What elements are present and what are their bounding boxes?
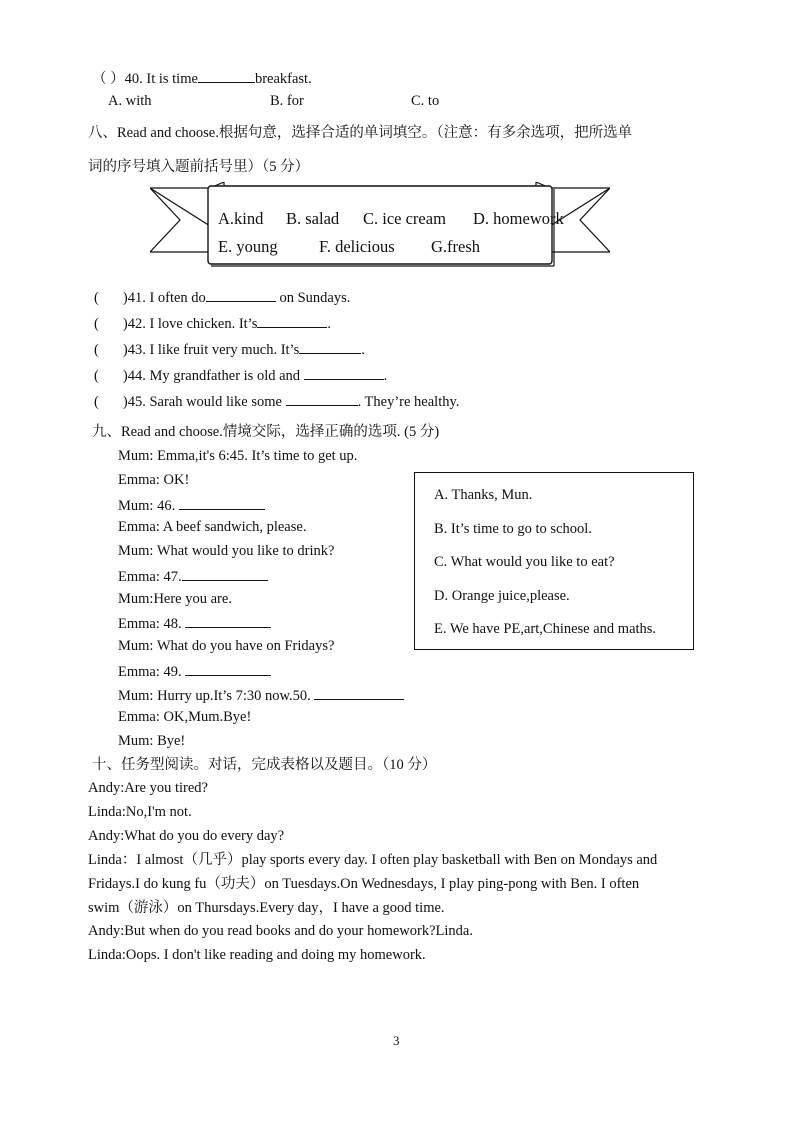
word-option-e[interactable]: E. young <box>218 237 278 256</box>
q47-blank[interactable] <box>182 567 268 581</box>
word-option-b[interactable]: B. salad <box>286 209 340 228</box>
q43-text-after: . <box>361 342 365 358</box>
q44-text: 44. My grandfather is old and <box>127 368 304 384</box>
q40-option-a[interactable]: A. with <box>108 93 152 109</box>
section9-heading: 九、Read and choose.情境交际，选择正确的选项. (5 分) <box>92 424 440 440</box>
word-option-c[interactable]: C. ice cream <box>363 209 446 228</box>
word-option-g[interactable]: G.fresh <box>431 237 481 256</box>
reading-line: Andy:But when do you read books and do your homework?Linda. <box>88 923 473 939</box>
q44-paren-close: ) <box>122 368 128 384</box>
q44-blank[interactable] <box>304 366 384 380</box>
q41-blank[interactable] <box>206 288 276 302</box>
word-option-a[interactable]: A.kind <box>218 209 264 228</box>
q43-paren-close: ) <box>122 342 128 358</box>
q42-text: 42. I love chicken. It’s <box>127 316 258 332</box>
choice-option-a[interactable]: A. Thanks, Mun. <box>434 487 533 503</box>
q45-blank[interactable] <box>286 392 358 406</box>
dialogue-text: Emma: 47. <box>118 569 182 585</box>
q40-blank[interactable] <box>198 69 255 83</box>
q42-paren-close: ) <box>122 316 128 332</box>
q45-text: 45. Sarah would like some <box>127 394 286 410</box>
reading-line: Andy:What do you do every day? <box>88 828 285 844</box>
reading-line: Andy:Are you tired? <box>88 780 208 796</box>
q43-text: 43. I like fruit very much. It’s <box>127 342 300 358</box>
question-45 <box>94 392 459 411</box>
choice-option-d[interactable]: D. Orange juice,please. <box>434 588 570 604</box>
dialogue-text: Emma: 49. <box>118 664 186 680</box>
q45-paren-open[interactable]: ( <box>94 394 99 410</box>
reading-line: Linda:No,I'm not. <box>88 804 192 820</box>
reading-line: Linda：I almost（几乎）play sports every day. I often play basketball with Ben on Mondays and <box>88 852 658 868</box>
choice-option-e[interactable]: E. We have PE,art,Chinese and maths. <box>434 621 657 637</box>
q40-option-b[interactable]: B. for <box>270 93 304 109</box>
reading-line: swim（游泳）on Thursdays.Every day，I have a good time. <box>88 900 445 916</box>
dialogue-choices-box <box>414 472 694 650</box>
q40-paren: （ ） <box>92 71 125 87</box>
q48-blank[interactable] <box>185 614 271 628</box>
dialogue-line: Mum: Emma,it's 6:45. It’s time to get up. <box>118 448 358 464</box>
dialogue-line: Mum: What do you have on Fridays? <box>118 638 335 654</box>
dialogue-text: Emma: 48. <box>118 616 186 632</box>
dialogue-line: Mum:Here you are. <box>118 591 232 607</box>
dialogue-line: Mum: What would you like to drink? <box>118 543 335 559</box>
q40-stem-after: breakfast. <box>254 71 312 87</box>
dialogue-line-48 <box>118 614 271 633</box>
q43-paren-open[interactable]: ( <box>94 342 99 358</box>
q41-paren-open[interactable]: ( <box>94 290 99 306</box>
q49-blank[interactable] <box>185 662 271 676</box>
q42-paren-open[interactable]: ( <box>94 316 99 332</box>
q50-blank[interactable] <box>314 686 404 700</box>
q40-stem-before: 40. It is time <box>124 71 198 87</box>
section10-heading: 十、任务型阅读。对话，完成表格以及题目。（10 分） <box>92 757 437 773</box>
question-42 <box>94 314 331 333</box>
word-option-d[interactable]: D. homework <box>473 209 564 228</box>
q41-text: 41. I often do <box>127 290 206 306</box>
section8-heading-line2: 词的序号填入题前括号里）（5 分） <box>88 159 310 175</box>
word-bank-row2 <box>218 233 564 261</box>
dialogue-line: Mum: Bye! <box>118 733 186 749</box>
q42-text-after: . <box>327 316 331 332</box>
dialogue-line-46 <box>118 496 265 515</box>
dialogue-line: Emma: OK,Mum.Bye! <box>118 709 252 725</box>
q44-text-after: . <box>383 368 388 384</box>
q44-paren-open[interactable]: ( <box>94 368 99 384</box>
choice-option-b[interactable]: B. It’s time to go to school. <box>434 521 592 537</box>
q40-line <box>92 69 312 88</box>
reading-line: Linda:Oops. I don't like reading and doing my homework. <box>88 947 426 963</box>
dialogue-text: Mum: Hurry up.It’s 7:30 now.50. <box>118 688 315 704</box>
question-41 <box>94 288 350 307</box>
q43-blank[interactable] <box>299 340 361 354</box>
dialogue-text: Mum: 46. <box>118 498 179 514</box>
question-43 <box>94 340 365 359</box>
choice-option-c[interactable]: C. What would you like to eat? <box>434 554 615 570</box>
question-44 <box>94 366 387 385</box>
section8-heading-line1: 八、Read and choose.根据句意，选择合适的单词填空。（注意：有多余选项，把所选单 <box>88 125 633 141</box>
q41-paren-close: ) <box>122 290 128 306</box>
word-option-f[interactable]: F. delicious <box>319 237 395 256</box>
q45-text-after: . They’re healthy. <box>357 394 460 410</box>
reading-line: Fridays.I do kung fu（功夫）on Tuesdays.On Wednesdays, I play ping-pong with Ben. I often <box>88 876 640 892</box>
dialogue-line: Emma: A beef sandwich, please. <box>118 519 307 535</box>
q45-paren-close: ) <box>122 394 128 410</box>
q46-blank[interactable] <box>179 496 265 510</box>
dialogue-line-49 <box>118 662 271 681</box>
word-bank <box>218 205 564 261</box>
dialogue-line-50 <box>118 686 404 705</box>
q41-text-after: on Sundays. <box>275 290 351 306</box>
dialogue-line-47 <box>118 567 268 586</box>
word-bank-row1 <box>218 205 564 233</box>
q40-option-c[interactable]: C. to <box>411 93 440 109</box>
q42-blank[interactable] <box>257 314 327 328</box>
dialogue-line: Emma: OK! <box>118 472 190 488</box>
page-number: 3 <box>393 1033 400 1048</box>
